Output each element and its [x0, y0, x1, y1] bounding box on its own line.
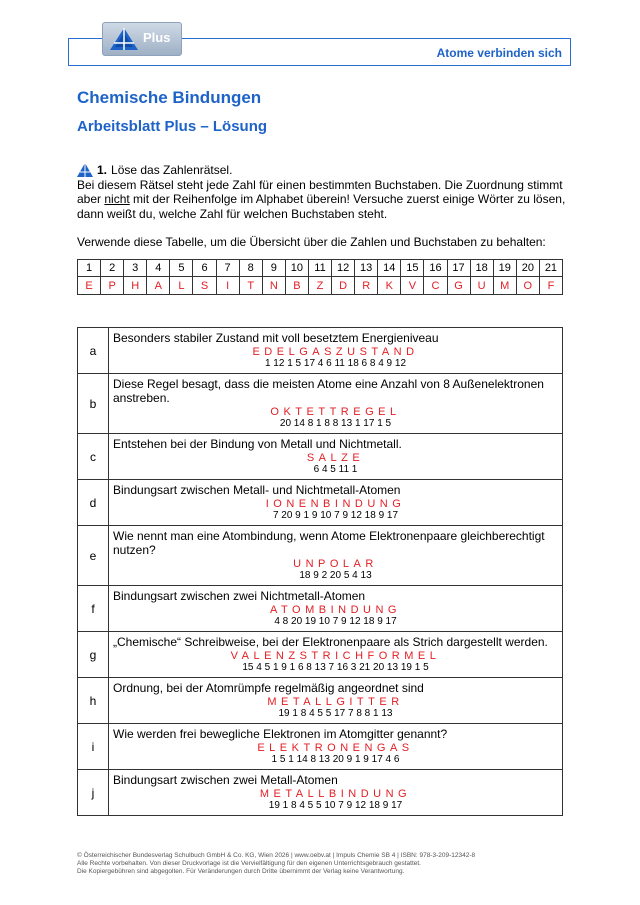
puzzle-row — [78, 632, 563, 678]
key-number-cell: 9 — [262, 260, 285, 277]
row-content — [109, 724, 563, 770]
number-code: 1 5 1 14 8 13 20 9 1 9 17 4 6 — [271, 754, 400, 765]
key-letter-cell: G — [447, 277, 470, 295]
puzzle-row — [78, 434, 563, 480]
row-label: i — [78, 724, 109, 770]
puzzle-row — [78, 328, 563, 374]
answer-word: EDELGASZUSTAND — [252, 346, 419, 358]
task-line-2: Bei diesem Rätsel steht jede Zahl für einen bestimmten Buchstaben. Die Zuordnung stimmt — [77, 177, 563, 192]
key-letter-cell: D — [332, 277, 355, 295]
footer-line-3: Die Kopiergebühren sind abgegolten. Für Veränderungen durch Dritte übernimmt der Verlag keine Verantwortung. — [77, 868, 405, 875]
key-number-cell: 3 — [124, 260, 147, 277]
key-letter-cell: R — [355, 277, 378, 295]
question-text: Ordnung, bei der Atomrümpfe regelmäßig angeordnet sind — [113, 681, 424, 695]
table-intro: Verwende diese Tabelle, um die Übersicht über die Zahlen und Buchstaben zu behalten: — [77, 235, 546, 249]
row-label: g — [78, 632, 109, 678]
key-letter-cell: T — [239, 277, 262, 295]
key-number-cell: 6 — [193, 260, 216, 277]
triangle-task-icon — [77, 163, 93, 177]
key-letter-cell: L — [170, 277, 193, 295]
number-letter-key — [77, 259, 563, 295]
number-code: 19 1 8 4 5 5 10 7 9 12 18 9 17 — [268, 800, 403, 811]
key-number-cell: 20 — [516, 260, 539, 277]
key-letter-cell: H — [124, 277, 147, 295]
footer-line-1: © Österreichischer Bundesverlag Schulbuch GmbH & Co. KG, Wien 2026 | www.oebv.at | Impuls Chemie SB 4 | ISBN: 978-3-209-12342-8 — [77, 852, 476, 859]
key-letters-row — [78, 277, 563, 295]
question-text: Bindungsart zwischen zwei Nichtmetall-Atomen — [113, 589, 366, 603]
answer-word: VALENZSTRICHFORMEL — [230, 650, 441, 662]
row-content — [109, 434, 563, 480]
key-number-cell: 10 — [285, 260, 308, 277]
key-number-cell: 19 — [493, 260, 516, 277]
key-numbers-row — [78, 260, 563, 277]
question-text: Bindungsart zwischen Metall- und Nichtmetall-Atomen — [113, 483, 401, 497]
key-letter-cell: I — [216, 277, 239, 295]
row-content — [109, 678, 563, 724]
key-letter-cell: F — [539, 277, 562, 295]
plus-logo — [102, 22, 182, 56]
row-content — [109, 586, 563, 632]
emphasis-nicht: nicht — [104, 192, 130, 206]
number-code: 19 1 8 4 5 5 17 7 8 8 1 13 — [278, 708, 393, 719]
key-number-cell: 7 — [216, 260, 239, 277]
key-letter-cell: S — [193, 277, 216, 295]
key-number-cell: 16 — [424, 260, 447, 277]
key-number-cell: 5 — [170, 260, 193, 277]
task-line-3: aber nicht mit der Reihenfolge im Alphabet überein! Versuche zuerst einige Wörter zu lösen, — [77, 192, 566, 206]
key-letter-cell: E — [78, 277, 101, 295]
number-code: 18 9 2 20 5 4 13 — [299, 570, 372, 581]
key-letter-cell: A — [147, 277, 170, 295]
footer — [77, 852, 475, 876]
key-letter-cell: P — [101, 277, 124, 295]
number-code: 20 14 8 1 8 8 13 1 17 1 5 — [279, 418, 392, 429]
puzzle-row — [78, 678, 563, 724]
key-letter-cell: Z — [308, 277, 331, 295]
key-number-cell: 17 — [447, 260, 470, 277]
key-number-cell: 21 — [539, 260, 562, 277]
key-letter-cell: U — [470, 277, 493, 295]
key-letter-cell: V — [401, 277, 424, 295]
number-code: 6 4 5 11 1 — [313, 464, 358, 475]
key-number-cell: 15 — [401, 260, 424, 277]
task-line-4: dann weißt du, welche Zahl für welchen Buchstaben steht. — [77, 206, 388, 221]
answer-word: ATOMBINDUNG — [270, 604, 401, 616]
puzzle-row — [78, 480, 563, 526]
task-instructions — [77, 163, 567, 221]
logo-text: Plus — [143, 30, 171, 45]
row-content — [109, 328, 563, 374]
key-number-cell: 12 — [332, 260, 355, 277]
question-text: Bindungsart zwischen zwei Metall-Atomen — [113, 773, 338, 787]
question-text: Entstehen bei der Bindung von Metall und Nichtmetall. — [113, 437, 402, 451]
row-content — [109, 480, 563, 526]
page-title: Chemische Bindungen — [77, 88, 262, 107]
key-letter-cell: B — [285, 277, 308, 295]
row-label: f — [78, 586, 109, 632]
key-number-cell: 11 — [308, 260, 331, 277]
question-text: „Chemische“ Schreibweise, bei der Elektronenpaare als Strich dargestellt werden. — [113, 635, 548, 649]
answer-word: UNPOLAR — [293, 558, 378, 570]
answer-word: METALLGITTER — [267, 696, 404, 708]
row-label: j — [78, 770, 109, 816]
puzzle-row — [78, 770, 563, 816]
key-number-cell: 14 — [378, 260, 401, 277]
puzzle-table — [77, 327, 563, 816]
number-code: 15 4 5 1 9 1 6 8 13 7 16 3 21 20 13 19 1 5 — [242, 662, 429, 673]
puzzle-row — [78, 374, 563, 434]
puzzle-row — [78, 724, 563, 770]
row-content — [109, 632, 563, 678]
key-letter-cell: O — [516, 277, 539, 295]
row-content — [109, 374, 563, 434]
task-instruction: Löse das Zahlenrätsel. — [111, 163, 233, 177]
key-number-cell: 18 — [470, 260, 493, 277]
key-letter-cell: C — [424, 277, 447, 295]
row-label: d — [78, 480, 109, 526]
task-number: 1. — [97, 163, 108, 177]
key-letter-cell: N — [262, 277, 285, 295]
question-text: Wie nennt man eine Atombindung, wenn Atome Elektronenpaare gleichberechtigt nutzen? — [113, 529, 545, 557]
row-label: a — [78, 328, 109, 374]
triangle-logo-icon — [109, 27, 139, 51]
number-code: 7 20 9 1 9 10 7 9 12 18 9 17 — [272, 510, 399, 521]
answer-word: METALLBINDUNG — [259, 788, 412, 800]
key-letter-cell: M — [493, 277, 516, 295]
answer-word: ELEKTRONENGAS — [257, 742, 414, 754]
footer-line-2: Alle Rechte vorbehalten. Von dieser Druckvorlage ist die Vervielfältigung für den eigenen Unterrichtsgebrauch gestattet. — [77, 860, 421, 867]
answer-word: OKTETTREGEL — [270, 406, 401, 418]
question-text: Diese Regel besagt, dass die meisten Atome eine Anzahl von 8 Außenelektronen anstreben. — [113, 377, 544, 405]
puzzle-row — [78, 526, 563, 586]
number-code: 4 8 20 19 10 7 9 12 18 9 17 — [274, 616, 397, 627]
row-label: c — [78, 434, 109, 480]
key-number-cell: 4 — [147, 260, 170, 277]
key-letter-cell: K — [378, 277, 401, 295]
number-code: 1 12 1 5 17 4 6 11 18 6 8 4 9 12 — [264, 358, 407, 369]
row-label: e — [78, 526, 109, 586]
key-number-cell: 1 — [78, 260, 101, 277]
section-title: Atome verbinden sich — [436, 46, 562, 60]
row-content — [109, 526, 563, 586]
row-label: h — [78, 678, 109, 724]
answer-word: SALZE — [306, 452, 365, 464]
row-label: b — [78, 374, 109, 434]
key-number-cell: 2 — [101, 260, 124, 277]
answer-word: IONENBINDUNG — [265, 498, 406, 510]
question-text: Wie werden frei bewegliche Elektronen im Atomgitter genannt? — [113, 727, 448, 741]
question-text: Besonders stabiler Zustand mit voll besetztem Energieniveau — [113, 331, 439, 345]
row-content — [109, 770, 563, 816]
key-number-cell: 13 — [355, 260, 378, 277]
puzzle-row — [78, 586, 563, 632]
page-subtitle: Arbeitsblatt Plus – Lösung — [77, 118, 268, 135]
key-number-cell: 8 — [239, 260, 262, 277]
